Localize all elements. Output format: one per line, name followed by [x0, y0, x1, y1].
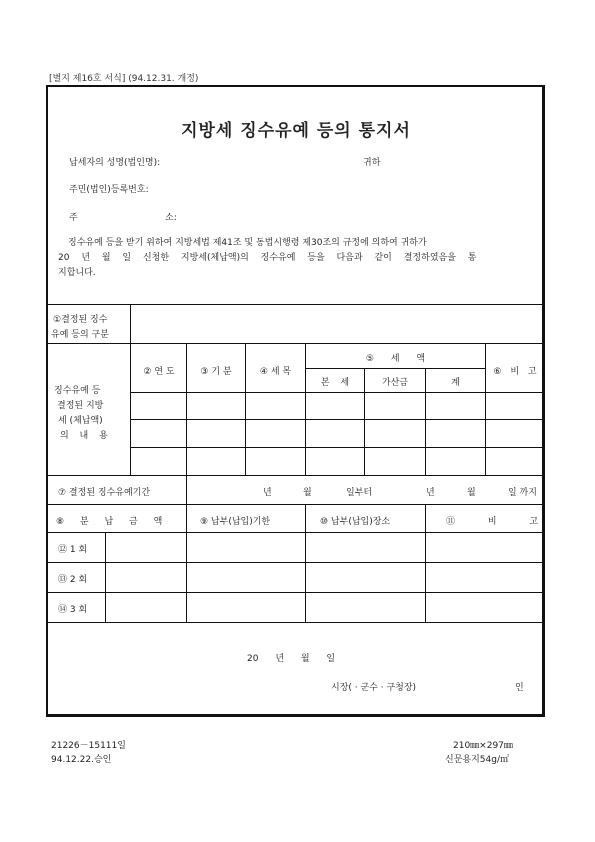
period-year-2: 년: [426, 488, 435, 498]
address-label-first: 주: [69, 213, 78, 223]
honorific-text: 귀하: [363, 158, 381, 168]
footer-approval: 94.12.22.승인: [51, 755, 112, 765]
due-date-header: ⑨ 납부(납입)기한: [200, 517, 271, 527]
sub-principal-header: 본 세: [320, 378, 350, 388]
content-label-line-4: 의 내 용: [60, 431, 108, 441]
notice-line-1: 징수유예 등을 받기 위하여 지방세법 제41조 및 동법시행령 제30조의 규정에 의하여 귀하가: [68, 238, 427, 248]
col-tax-header: ⑤ 세 액: [365, 354, 426, 364]
issue-date: 20 년 월 일: [247, 654, 336, 664]
type-label-line-2: 유예 등의 구분: [51, 330, 109, 340]
period-day-from: 일부터: [346, 488, 373, 498]
type-label-line-1: ①결정된 징수: [53, 315, 108, 325]
col-year-header: ② 연 도: [143, 367, 175, 377]
seal-mark: 인: [515, 683, 524, 693]
notice-line-2: 20 년 월 일 신청한 지방세(체납액)의 징수유예 등을 다음과 같이 결정하였음을 통: [58, 253, 477, 263]
content-label-line-3: 세 (체납액): [58, 416, 103, 426]
footer-paper-type: 신문용지54g/㎡: [445, 755, 509, 765]
period-month-1: 월: [303, 488, 312, 498]
registration-number-label: 주민(법인)등록번호:: [69, 185, 149, 195]
notice-line-3: 지합니다.: [58, 268, 96, 278]
installment-amount-header: ⑧ 분 납 금 액: [56, 517, 163, 527]
form-number: [별지 제16호 서식] (94.12.31. 개정): [49, 74, 199, 84]
period-day-to: 일 까지: [508, 488, 537, 498]
content-label-line-1: 징수유예 등: [54, 386, 101, 396]
footer-paper-size: 210㎜×297㎜: [453, 741, 513, 751]
period-month-2: 월: [467, 488, 476, 498]
sub-total-header: 계: [451, 378, 460, 388]
col-item-header: ④ 세 목: [259, 367, 292, 377]
col-remark-header: ⑥ 비 고: [493, 367, 537, 377]
taxpayer-name-label: 납세자의 성명(법인명):: [69, 158, 161, 168]
footer-doc-number: 21226－15111일: [51, 741, 126, 751]
remark-header-2: ⑪ 비 고: [446, 517, 539, 527]
installment-row-3: ⑭ 3 회: [58, 605, 88, 615]
col-base-header: ③ 기 분: [200, 367, 232, 377]
content-label-line-2: 결정된 지방: [57, 401, 104, 411]
sub-additional-header: 가산금: [381, 378, 409, 388]
address-label-second: 소:: [165, 213, 177, 223]
period-label: ⑦ 결정된 징수유예기간: [58, 488, 151, 498]
page-title: 지방세 징수유예 등의 통지서: [181, 121, 411, 141]
notice-paragraph: [58, 236, 538, 281]
installment-row-2: ⑬ 2 회: [58, 575, 88, 585]
installment-row-1: ⑫ 1 회: [58, 545, 88, 555]
period-year-1: 년: [263, 488, 272, 498]
issuer-title: 시장( · 군수 · 구청장): [331, 683, 417, 693]
pay-place-header: ⑩ 납부(납입)장소: [320, 517, 391, 527]
